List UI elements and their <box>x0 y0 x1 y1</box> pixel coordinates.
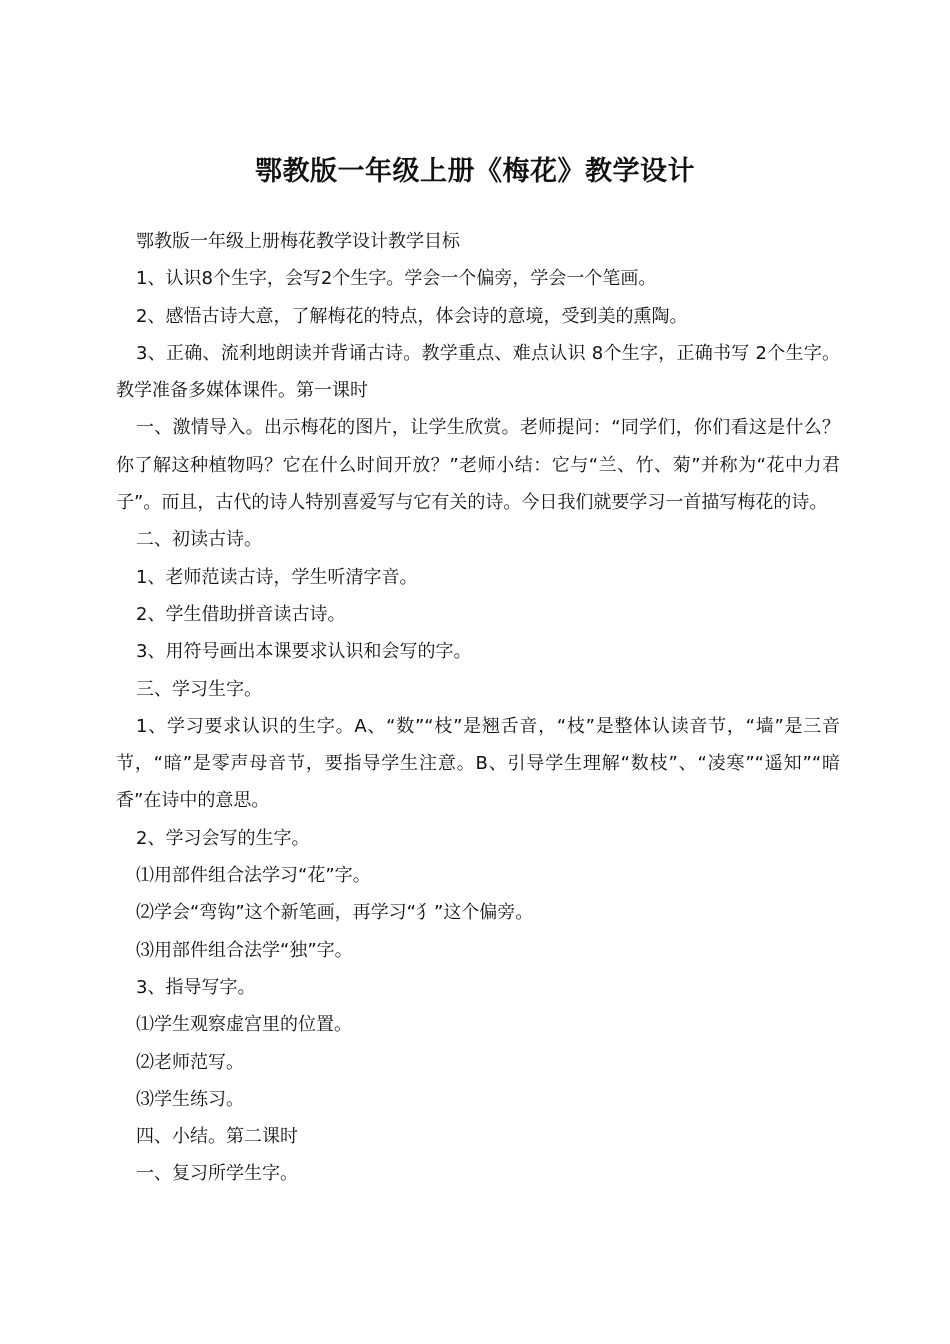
paragraph-substep: ⑴用部件组合法学习“花”字。 <box>136 865 371 887</box>
paragraph-section-heading: 二、初读古诗。 <box>136 529 262 551</box>
paragraph-section-heading: 一、复习所学生字。 <box>136 1163 298 1185</box>
paragraph-section-heading: 三、学习生字。 <box>136 678 262 700</box>
document-title: 鄂教版一年级上册《梅花》教学设计 <box>255 156 695 188</box>
paragraph-objective-1: 1、认识8个生字，会写2个生字。学会一个偏旁，学会一个笔画。 <box>136 268 657 290</box>
paragraph-step: 2、学生借助拼音读古诗。 <box>136 603 346 625</box>
paragraph-section-heading: 四、小结。第二课时 <box>136 1126 298 1148</box>
document-body <box>116 223 840 1193</box>
paragraph-step: 3、指导写字。 <box>136 976 256 998</box>
paragraph-objectives-heading: 鄂教版一年级上册梅花教学设计教学目标 <box>136 231 460 252</box>
paragraph-objective-2: 2、感悟古诗大意，了解梅花的特点，体会诗的意境，受到美的熏陶。 <box>136 305 688 327</box>
paragraph-substep: ⑶学生练习。 <box>136 1088 244 1110</box>
paragraph-introduction: 一、激情导入。出示梅花的图片，让学生欣赏。老师提问：“同学们，你们看这是什么？你了解这种植物吗？它在什么时间开放？”老师小结：它与“兰、竹、菊”并称为“花中力君子”。而且，古代的诗人特别喜爱写与它有关的诗。今日我们就要学习一首描写梅花的诗。 <box>116 417 840 514</box>
paragraph-substep: ⑶用部件组合法学“独”字。 <box>136 939 353 961</box>
paragraph-substep: ⑵学会“弯钩”这个新笔画，再学习“犭”这个偏旁。 <box>136 902 534 924</box>
paragraph-substep: ⑴学生观察虚宫里的位置。 <box>136 1014 352 1036</box>
paragraph-objective-3: 3、正确、流利地朗读并背诵古诗。教学重点、难点认识 8个生字，正确书写 2个生字。教学准备多媒体课件。第一课时 <box>116 342 840 402</box>
paragraph-step: 2、学习会写的生字。 <box>136 827 310 849</box>
paragraph-step: 1、学习要求认识的生字。A、“数”“枝”是翘舌音，“枝”是整体认读音节，“墙”是三音节，“暗”是零声母音节，要指导学生注意。B、引导学生理解“数枝”、“凌寒”“遥知”“暗香”在诗中的意思。 <box>116 715 840 812</box>
paragraph-substep: ⑵老师范写。 <box>136 1051 244 1073</box>
paragraph-step: 1、老师范读古诗，学生听清字音。 <box>136 566 418 588</box>
paragraph-step: 3、用符号画出本课要求认识和会写的字。 <box>136 641 472 663</box>
